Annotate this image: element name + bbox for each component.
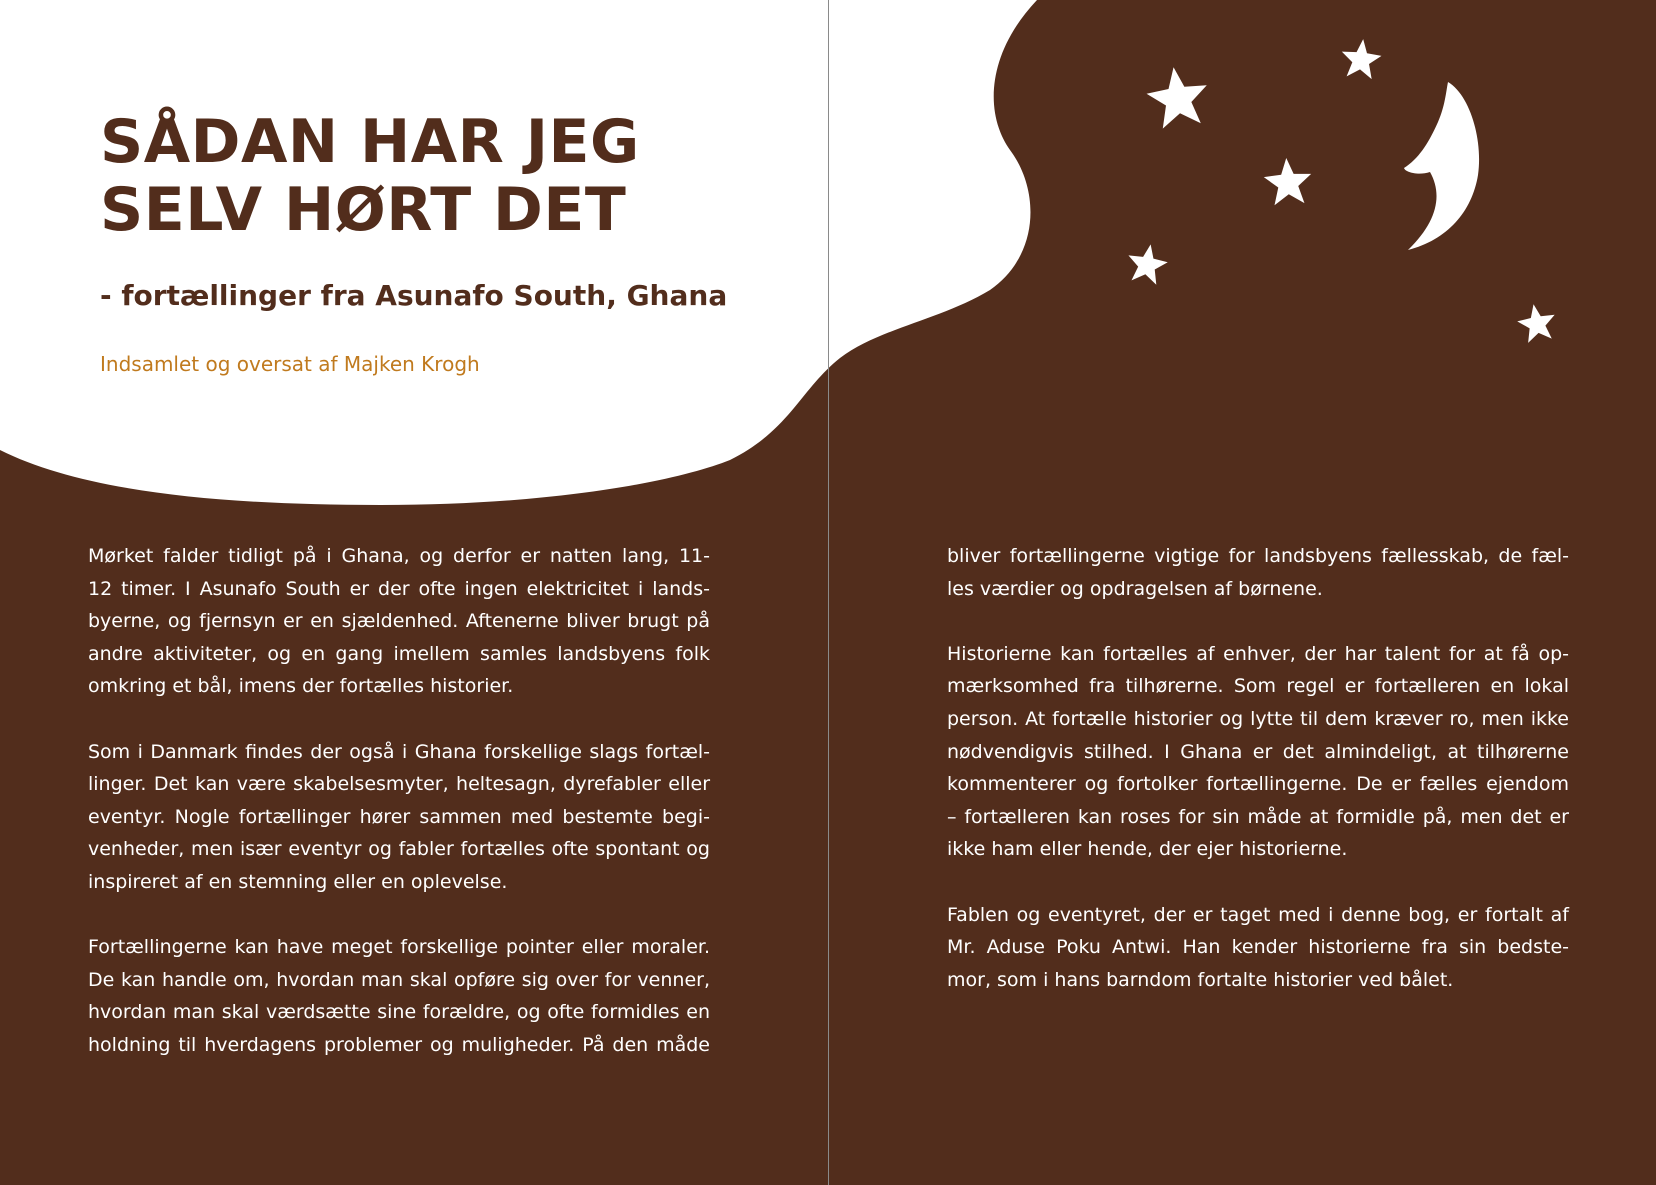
text-line: ikke ham eller hende, der ejer historierne. [947,838,1348,861]
text-line: holdning til hverdagens problemer og muligheder. På den måde [88,1033,710,1056]
text-line: Mr. Aduse Poku Antwi. Han kender historierne fra sin bedste- [947,936,1569,959]
text-line: inspireret af en stemning eller en oplevelse. [88,870,508,893]
paragraph [88,736,710,899]
text-line: 12 timer. I Asunafo South er der ofte ingen elektricitet i lands- [88,577,710,600]
text-line: mor, som i hans barndom fortalte historier ved bålet. [947,968,1454,991]
text-line: omkring et bål, imens der fortælles historier. [88,675,514,698]
text-line: Fortællingerne kan have meget forskellige pointer eller moraler. [88,936,710,959]
text-line: andre aktiviteter, og en gang imellem samles landsbyens folk [88,642,710,665]
book-subtitle: - fortællinger fra Asunafo South, Ghana [100,279,728,312]
text-line: linger. Det kan være skabelsesmyter, heltesagn, dyrefabler eller [88,773,710,796]
text-line: hvordan man skal værdsætte sine forældre, og ofte formidles en [88,1001,710,1024]
text-line: Fablen og eventyret, der er taget med i denne bog, er fortalt af [947,903,1569,926]
paragraph [88,540,710,703]
text-line: byerne, og fjernsyn er en sjældenhed. Aftenerne bliver brugt på [88,610,710,633]
text-line: mærksomhed fra tilhørerne. Som regel er fortælleren en lokal [947,675,1569,698]
paragraph [947,638,1569,866]
text-line: Mørket falder tidligt på i Ghana, og derfor er natten lang, 11- [88,545,710,567]
translator-credit: Indsamlet og oversat af Majken Krogh [100,352,480,376]
text-line: person. At fortælle historier og lytte til dem kræver ro, men ikke [947,707,1569,730]
text-line: nødvendigvis stilhed. I Ghana er det almindeligt, at tilhørerne [947,740,1569,763]
text-line: bliver fortællingerne vigtige for landsbyens fællesskab, de fæl- [947,545,1569,567]
book-title-line-1: SÅDAN HAR JEG [100,107,640,177]
paragraph [88,931,710,1061]
right-text-column [947,540,1569,1029]
book-title [100,108,640,244]
text-line: Som i Danmark findes der også i Ghana forskellige slags fortæl- [88,740,710,763]
text-line: kommenterer og fortolker fortællingerne. De er fælles ejendom [947,773,1569,796]
text-line: Historierne kan fortælles af enhver, der har talent for at få op- [947,642,1569,665]
left-text-column [88,540,710,1094]
text-line: eventyr. Nogle fortællinger hører sammen med bestemte begi- [88,805,710,828]
text-line: – fortælleren kan roses for sin måde at formidle på, men det er [947,805,1569,828]
text-line: les værdier og opdragelsen af børnene. [947,577,1323,600]
paragraph [947,540,1569,605]
text-line: venheder, men især eventyr og fabler fortælles ofte spontant og [88,838,710,861]
text-line: De kan handle om, hvordan man skal opføre sig over for venner, [88,968,710,991]
book-title-line-2: SELV HØRT DET [100,175,627,245]
paragraph [947,899,1569,997]
